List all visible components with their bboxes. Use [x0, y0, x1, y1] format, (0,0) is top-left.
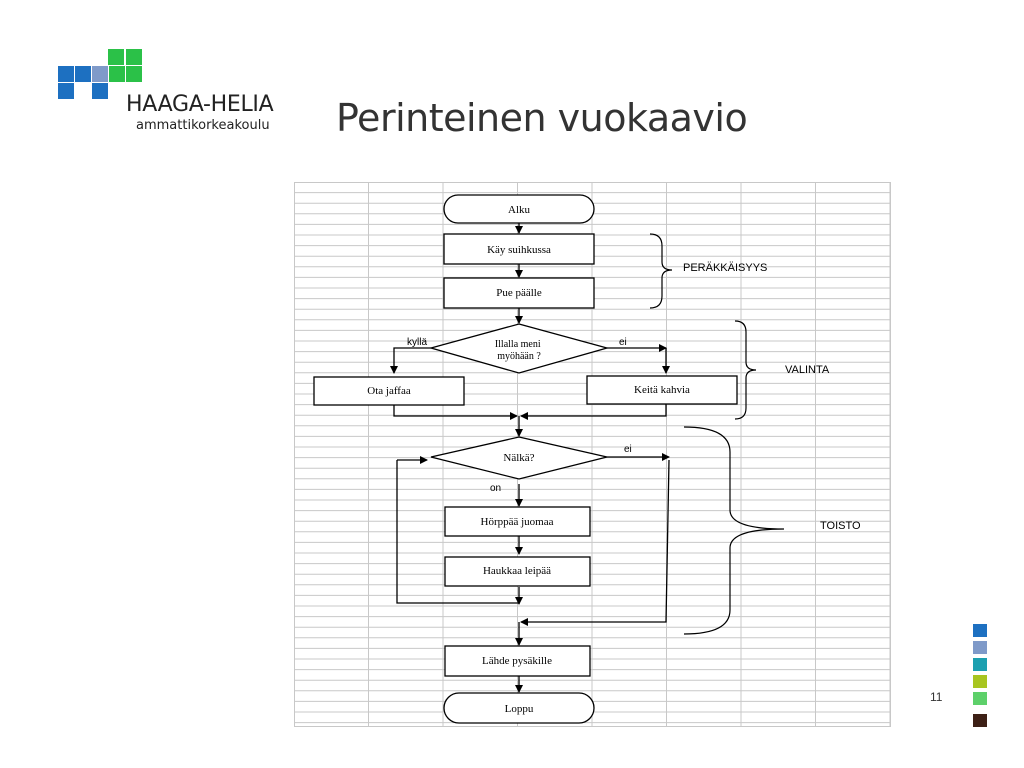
- logo-subtitle: ammattikorkeakoulu: [136, 118, 270, 133]
- edge-label-late-no: ei: [619, 337, 627, 348]
- deco-square-icon: [973, 675, 987, 688]
- haaga-helia-logo: [56, 46, 296, 136]
- edge-label-hungry-yes: on: [490, 483, 502, 494]
- edge-label-hungry-no: ei: [624, 444, 632, 455]
- end-label: Loppu: [504, 703, 534, 715]
- edge-label-late-yes: kyllä: [407, 337, 428, 348]
- decision-late-label: Illalla meni myöhään ?: [494, 339, 541, 362]
- dress-label: Pue päälle: [496, 287, 542, 299]
- brace-label-sequence: PERÄKKÄISYYS: [683, 262, 768, 274]
- start-label: Alku: [508, 204, 530, 216]
- deco-square-icon: [973, 641, 987, 654]
- deco-square-icon: [973, 714, 987, 727]
- deco-square-icon: [973, 624, 987, 637]
- sip-label: Hörppää juomaa: [480, 516, 554, 528]
- deco-square-icon: [973, 692, 987, 705]
- brace-label-selection: VALINTA: [785, 364, 830, 376]
- jaffa-label: Ota jaffaa: [367, 385, 411, 397]
- deco-square-icon: [973, 658, 987, 671]
- decorative-squares: [973, 624, 987, 730]
- shower-label: Käy suihkussa: [487, 244, 551, 256]
- logo-name: HAAGA-HELIA: [126, 92, 274, 117]
- slide-title: Perinteinen vuokaavio: [336, 96, 748, 140]
- brace-label-repetition: TOISTO: [820, 520, 861, 532]
- bite-label: Haukkaa leipää: [482, 565, 552, 577]
- coffee-label: Keitä kahvia: [634, 384, 690, 396]
- leave-label: Lähde pysäkille: [482, 655, 552, 667]
- flowchart-diagram: [294, 182, 891, 727]
- page-number: 11: [930, 690, 943, 704]
- decision-hungry-label: Nälkä?: [503, 452, 535, 464]
